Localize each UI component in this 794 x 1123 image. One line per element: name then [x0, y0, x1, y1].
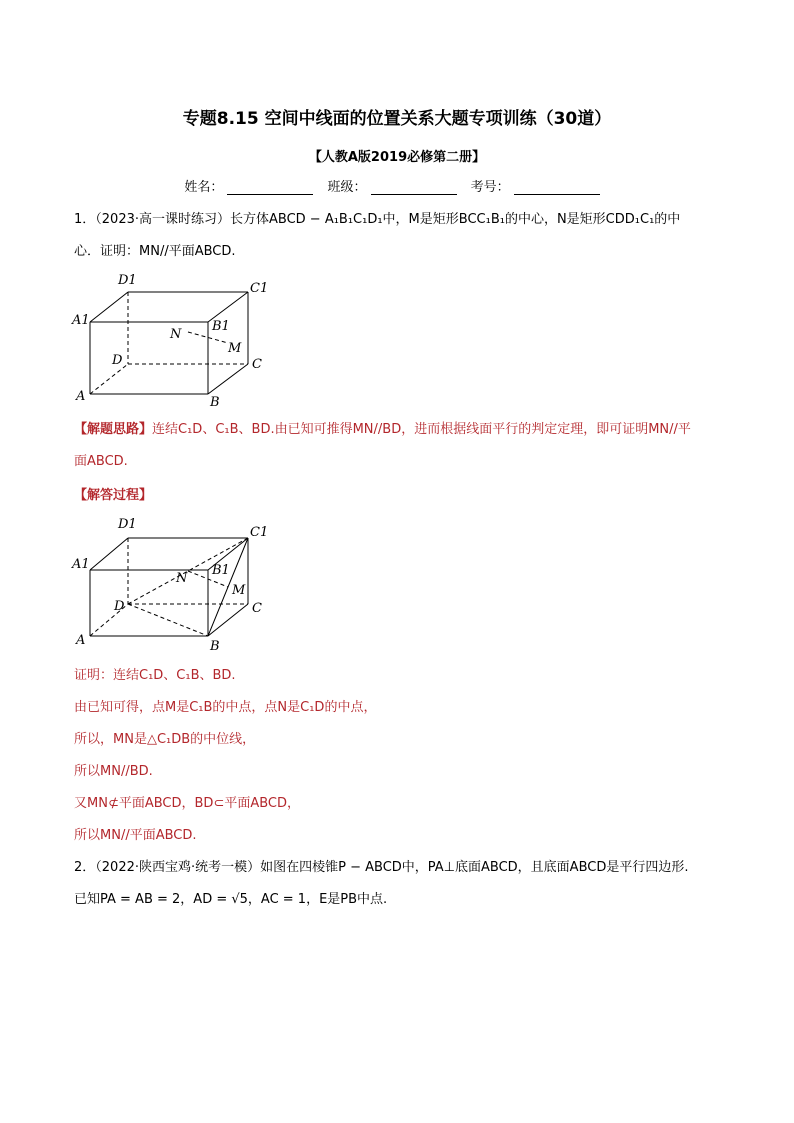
- exam-number-blank[interactable]: [514, 180, 600, 195]
- label-A1: A1: [72, 557, 90, 572]
- proof-line-6: 所以MN//平面ABCD.: [74, 828, 197, 843]
- label-D: D: [112, 353, 123, 368]
- label-C1: C1: [250, 281, 269, 296]
- hint-label: 【解题思路】: [74, 422, 153, 437]
- label-D1: D1: [118, 273, 137, 288]
- proof-line-4: 所以MN//BD.: [74, 764, 153, 779]
- label-B: B: [210, 639, 220, 654]
- page-title: 专题8.15 空间中线面的位置关系大题专项训练（30道）: [182, 109, 612, 129]
- q1-text-line2: 心．证明：MN//平面ABCD.: [74, 244, 236, 259]
- label-N: N: [176, 571, 188, 586]
- figure-cuboid-1: [66, 266, 276, 408]
- exam-number-label: 考号：: [470, 180, 510, 195]
- class-blank[interactable]: [371, 180, 457, 195]
- label-D: D: [114, 599, 125, 614]
- label-B: B: [210, 395, 220, 408]
- q2-text-line1: 2．（2022·陕西宝鸡·统考一模）如图在四棱锥P − ABCD中，PA⊥底面ABCD，且底面ABCD是平行四边形.: [74, 860, 689, 875]
- q1-text-line1: 1．（2023·高一课时练习）长方体ABCD − A₁B₁C₁D₁中，M是矩形BCC₁B₁的中心，N是矩形CDD₁C₁的中: [74, 212, 681, 227]
- label-M: M: [228, 341, 242, 356]
- proof-line-1: 证明：连结C₁D、C₁B、BD.: [74, 668, 236, 683]
- label-C1: C1: [250, 525, 269, 540]
- student-info-row: [0, 176, 794, 195]
- proof-line-5: 又MN⊄平面ABCD，BD⊂平面ABCD，: [74, 796, 300, 811]
- class-label: 班级：: [327, 180, 367, 195]
- q1-hint-line1: [74, 418, 734, 437]
- label-D1: D1: [118, 517, 137, 532]
- label-A1: A1: [72, 313, 90, 328]
- proof-line-3: 所以，MN是△C₁DB的中位线，: [74, 732, 256, 747]
- page-subtitle: 【人教A版2019必修第二册】: [308, 150, 486, 165]
- proof-line-2: 由已知可得，点M是C₁B的中点，点N是C₁D的中点，: [74, 700, 377, 715]
- label-C: C: [252, 357, 262, 372]
- hint-text: 连结C₁D、C₁B、BD.由已知可推得MN//BD，进而根据线面平行的判定定理，即可证明MN//平: [152, 422, 691, 437]
- label-B1: B1: [212, 319, 230, 334]
- label-N: N: [170, 327, 182, 342]
- label-B1: B1: [212, 563, 230, 578]
- figure-cuboid-2: [66, 514, 276, 656]
- process-label: 【解答过程】: [74, 488, 153, 503]
- q1-hint-line2: 面ABCD.: [74, 454, 128, 469]
- name-blank[interactable]: [227, 180, 313, 195]
- label-A: A: [76, 633, 86, 648]
- label-C: C: [252, 601, 262, 616]
- label-M: M: [232, 583, 246, 598]
- label-A: A: [76, 389, 86, 404]
- q2-text-line2: 已知PA = AB = 2，AD = √5，AC = 1，E是PB中点.: [74, 892, 388, 907]
- name-label: 姓名：: [184, 180, 224, 195]
